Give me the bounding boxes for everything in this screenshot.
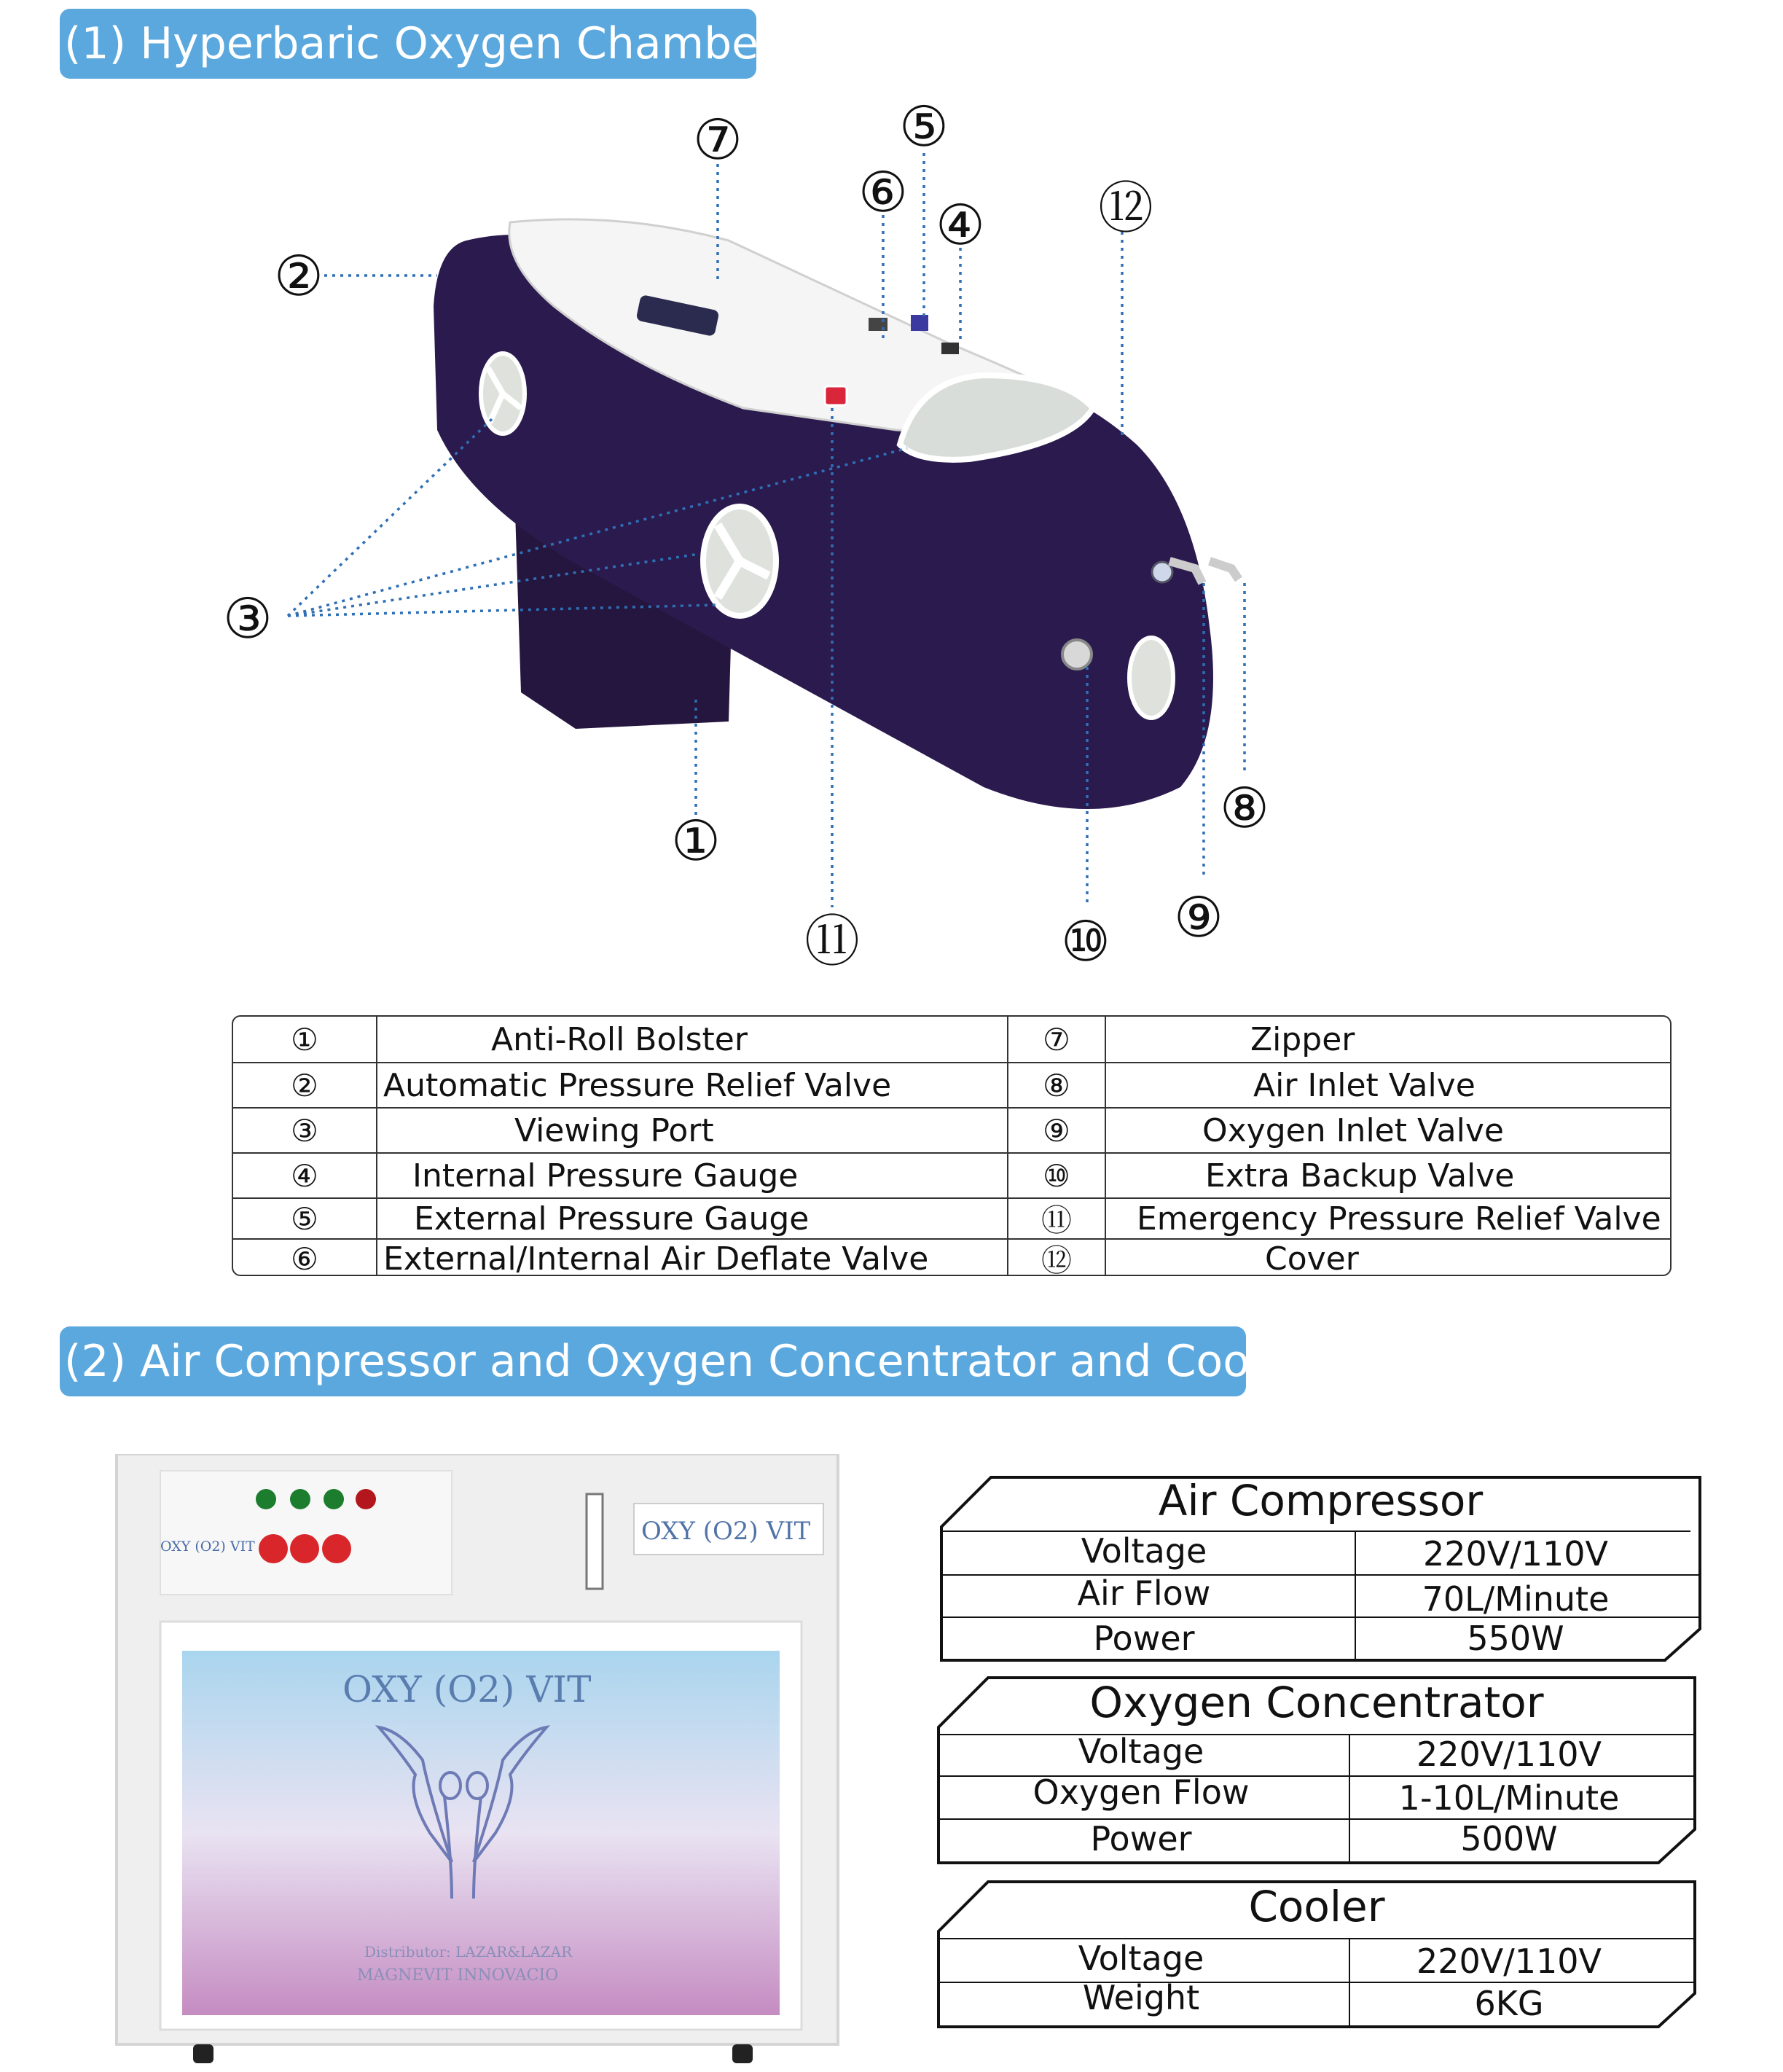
viewing-port-side [703,507,776,616]
spec-title: Air Compressor [1158,1476,1484,1525]
part-number: ③ [291,1112,318,1149]
cooler-spec [937,1880,1696,2028]
spec-value: 220V/110V [1416,1735,1602,1774]
table-row [233,1107,1670,1152]
spec-label: Oxygen Flow [1032,1772,1250,1812]
spec-label: Voltage [1078,1939,1204,1978]
logo-main: OXY (O2) VIT [342,1668,592,1711]
part-number: ④ [291,1157,318,1194]
company-text: MAGNEVIT INNOVACIO [357,1966,559,1985]
spec-label: Weight [1082,1978,1200,2017]
part-label: External/Internal Air Deflate Valve [383,1240,929,1276]
callout-2: ② [273,243,324,308]
emergency-relief-valve [825,386,847,405]
part-number: ⑧ [1043,1067,1070,1103]
callout-7: ⑦ [692,107,743,172]
part-number: ⑫ [1041,1243,1072,1276]
spec-label: Voltage [1081,1531,1207,1571]
spec-value: 6KG [1474,1984,1544,2023]
table-row [233,1152,1670,1197]
part-number: ⑨ [1043,1112,1070,1149]
callout-5: ⑤ [898,94,949,159]
spec-value: 1-10L/Minute [1398,1778,1620,1818]
distributor-text: Distributor: LAZAR&LAZAR [364,1943,573,1960]
part-label: Internal Pressure Gauge [412,1157,799,1195]
callout-11: ⑪ [804,909,860,974]
part-label: Automatic Pressure Relief Valve [383,1066,892,1104]
part-label: Oxygen Inlet Valve [1202,1111,1504,1149]
control-buttons [259,1534,351,1563]
callout-4: ④ [935,192,986,257]
callout-3: ③ [222,586,273,651]
spec-value: 220V/110V [1422,1534,1609,1573]
deflate-valve [869,318,887,331]
wheels [193,2044,753,2063]
part-label: Zipper [1250,1020,1355,1058]
part-label: Air Inlet Valve [1253,1066,1476,1104]
spec-label: Power [1090,1819,1192,1858]
logo-panel: OXY (O2) VIT [641,1517,811,1546]
table-row [233,1197,1670,1238]
spec-label: Power [1093,1619,1195,1658]
spec-title: Cooler [1248,1882,1385,1931]
part-number: ⑤ [291,1200,318,1237]
part-label: Cover [1265,1240,1359,1276]
spec-value: 70L/Minute [1422,1579,1610,1619]
part-number: ② [291,1067,318,1103]
flow-meter [587,1494,603,1589]
air-compressor-spec [940,1476,1701,1662]
viewing-port-left [481,353,525,434]
part-label: Viewing Port [514,1111,714,1149]
part-number: ⑦ [1043,1021,1070,1057]
part-label: Anti-Roll Bolster [491,1020,748,1058]
callout-6: ⑥ [858,160,909,224]
callout-1: ① [670,808,721,873]
viewing-port-end [1129,638,1173,718]
compressor-machine [109,1454,845,2066]
logo-small: OXY (O2) VIT [160,1539,255,1555]
part-label: Extra Backup Valve [1205,1157,1515,1195]
extra-backup-valve [1062,640,1092,669]
part-label: External Pressure Gauge [414,1200,810,1238]
part-number: ⑥ [291,1240,318,1276]
callout-12: ⑫ [1098,176,1153,241]
part-number: ⑩ [1043,1157,1070,1194]
part-label: Emergency Pressure Relief Valve [1137,1200,1661,1238]
spec-label: Voltage [1078,1732,1204,1771]
spec-value: 220V/110V [1416,1942,1602,1981]
section-title: (2) Air Compressor and Oxygen Concentrator and Cooler [64,1336,1307,1387]
table-row [233,1017,1670,1062]
callout-9: ⑨ [1173,885,1224,950]
part-number: ① [291,1021,318,1057]
spec-value: 550W [1467,1619,1564,1658]
table-row [233,1062,1670,1107]
section-title: (1) Hyperbaric Oxygen Chamber [64,18,777,69]
spec-label: Air Flow [1077,1573,1211,1613]
parts-table [232,1015,1672,1276]
spec-value: 500W [1460,1819,1558,1858]
spec-title: Oxygen Concentrator [1089,1678,1544,1727]
table-row [233,1238,1670,1276]
section-header-equipment [60,1326,1307,1396]
callout-10: ⑩ [1060,909,1111,974]
callout-8: ⑧ [1219,775,1270,840]
oxygen-concentrator-spec [937,1676,1696,1864]
external-gauge [911,315,928,331]
part-number: ⑪ [1041,1203,1072,1238]
internal-gauge [941,343,959,354]
chamber-diagram [0,0,1783,991]
